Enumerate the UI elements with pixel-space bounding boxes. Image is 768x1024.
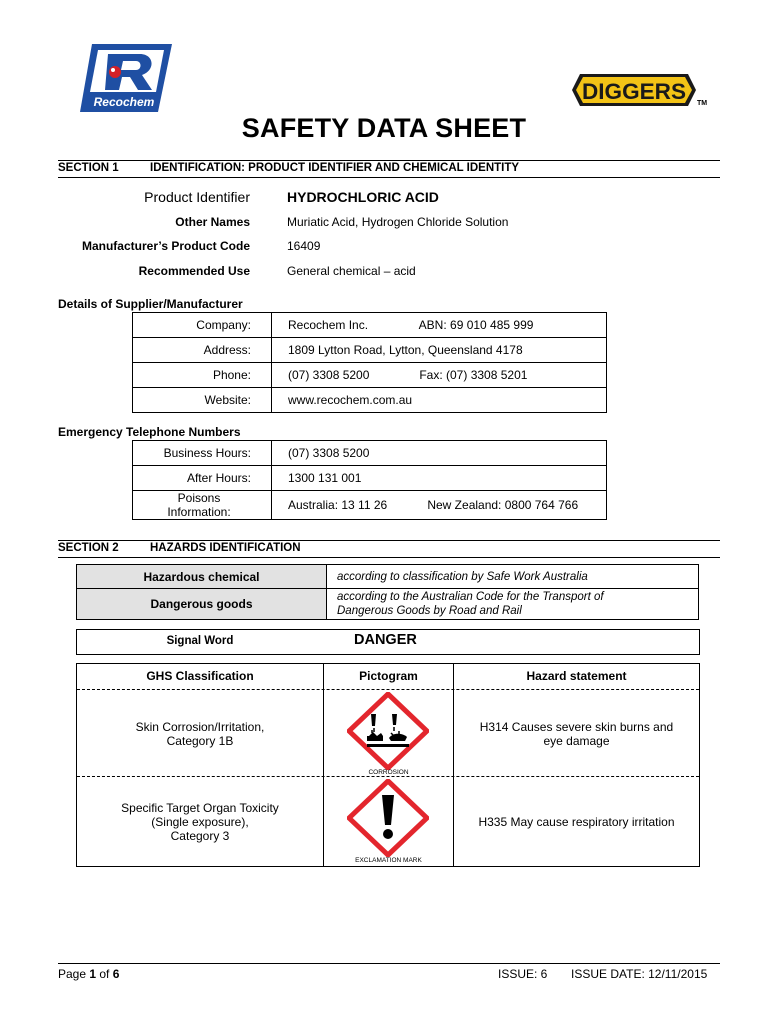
page-current: 1 [89, 967, 97, 981]
row-divider [77, 689, 699, 690]
product-identifier-value: HYDROCHLORIC ACID [287, 189, 439, 205]
statement-line: H314 Causes severe skin burns and [479, 720, 674, 734]
dangerous-goods-label: Dangerous goods [77, 589, 327, 620]
abn-value: ABN: 69 010 485 999 [418, 318, 534, 332]
supplier-heading: Details of Supplier/Manufacturer [58, 297, 243, 311]
svg-text:Recochem: Recochem [93, 95, 155, 109]
footer-divider [58, 963, 720, 964]
poisons-label-line-1: Poisons [177, 491, 221, 505]
page-total: 6 [112, 967, 120, 981]
hazardous-chemical-label: Hazardous chemical [77, 565, 327, 589]
product-identifier-label: Product Identifier [144, 189, 250, 205]
product-code-value: 16409 [287, 239, 321, 253]
classification-line: Category 3 [170, 829, 230, 843]
company-value: Recochem Inc. [288, 318, 369, 332]
issue-number: ISSUE: 6 [498, 967, 548, 981]
phone-cell [272, 363, 607, 388]
recommended-use-value: General chemical – acid [287, 264, 416, 278]
classification-line: Skin Corrosion/Irritation, [135, 720, 265, 734]
column-divider [323, 664, 324, 866]
emergency-heading: Emergency Telephone Numbers [58, 425, 241, 439]
page-number [58, 967, 119, 981]
website-link[interactable]: www.recochem.com.au [272, 388, 607, 413]
section-name: IDENTIFICATION: PRODUCT IDENTIFIER AND CHEMICAL IDENTITY [150, 162, 520, 174]
business-hours-value: (07) 3308 5200 [272, 441, 607, 466]
classification-line: Category 1B [166, 734, 234, 748]
diggers-logo [570, 72, 698, 108]
table-row [133, 313, 607, 338]
business-hours-label: Business Hours: [133, 441, 272, 466]
svg-text:DIGGERS: DIGGERS [582, 79, 686, 104]
document-title: SAFETY DATA SHEET [241, 113, 527, 143]
section-number: SECTION 2 [58, 542, 119, 554]
company-cell [272, 313, 607, 338]
signal-word-box [76, 629, 700, 655]
pictogram-header: Pictogram [359, 669, 418, 683]
table-row [133, 441, 607, 466]
hazard-statement-cell [454, 815, 699, 829]
phone-value: (07) 3308 5200 [288, 368, 370, 382]
poisons-label-line-2: Information: [167, 505, 231, 519]
poisons-australia: Australia: 13 11 26 [288, 498, 388, 512]
classification-line: (Single exposure), [151, 815, 249, 829]
recommended-use-label: Recommended Use [138, 264, 250, 278]
issue-date: ISSUE DATE: 12/11/2015 [571, 967, 708, 981]
hazardous-chemical-value: according to classification by Safe Work Australia [327, 565, 699, 589]
phone-label: Phone: [133, 363, 272, 388]
corrosion-pictogram-icon [347, 692, 429, 773]
recochem-logo [78, 42, 174, 114]
dangerous-goods-line-1: according to the Australian Code for the Transport of [337, 591, 604, 603]
table-row [133, 338, 607, 363]
page-prefix: Page [58, 967, 90, 981]
trademark-symbol: TM [697, 100, 708, 107]
classification-line: Specific Target Organ Toxicity [121, 801, 279, 815]
hazard-statement-header: Hazard statement [526, 669, 627, 683]
ghs-classification-cell [77, 801, 323, 843]
website-label: Website: [133, 388, 272, 413]
ghs-classification-table [76, 663, 700, 867]
other-names-label: Other Names [175, 215, 250, 229]
supplier-table [132, 312, 607, 413]
statement-line: H335 May cause respiratory irritation [478, 815, 675, 829]
signal-word-value: DANGER [354, 632, 417, 648]
hazard-classification-table [76, 564, 699, 620]
section-2-header [58, 540, 720, 558]
signal-word-label: Signal Word [166, 635, 234, 647]
after-hours-label: After Hours: [133, 466, 272, 491]
page-of: of [96, 967, 113, 981]
poisons-label [133, 491, 272, 520]
address-label: Address: [133, 338, 272, 363]
table-row [133, 363, 607, 388]
poisons-cell [272, 491, 607, 520]
table-row [133, 388, 607, 413]
exclamation-mark-pictogram-icon [347, 779, 429, 860]
table-row [133, 466, 607, 491]
dangerous-goods-value [327, 589, 699, 620]
address-value: 1809 Lytton Road, Lytton, Queensland 4178 [272, 338, 607, 363]
statement-line: eye damage [543, 734, 610, 748]
table-row [77, 565, 699, 589]
fax-value: Fax: (07) 3308 5201 [419, 368, 528, 382]
ghs-classification-cell [77, 720, 323, 748]
table-row [133, 491, 607, 520]
other-names-value: Muriatic Acid, Hydrogen Chloride Solution [287, 215, 509, 229]
section-number: SECTION 1 [58, 162, 119, 174]
hazard-statement-cell [454, 720, 699, 748]
emergency-table [132, 440, 607, 520]
pictogram-caption: CORROSION [368, 769, 409, 776]
pictogram-caption: EXCLAMATION MARK [355, 857, 422, 864]
section-1-header [58, 160, 720, 178]
dangerous-goods-line-2: Dangerous Goods by Road and Rail [337, 605, 522, 617]
poisons-new-zealand: New Zealand: 0800 764 766 [427, 498, 579, 512]
ghs-classification-header: GHS Classification [146, 669, 254, 683]
column-divider [453, 664, 454, 866]
after-hours-value: 1300 131 001 [272, 466, 607, 491]
product-code-label: Manufacturer’s Product Code [81, 239, 250, 253]
company-label: Company: [133, 313, 272, 338]
section-name: HAZARDS IDENTIFICATION [150, 542, 301, 554]
row-divider [77, 776, 699, 777]
table-row [77, 589, 699, 620]
